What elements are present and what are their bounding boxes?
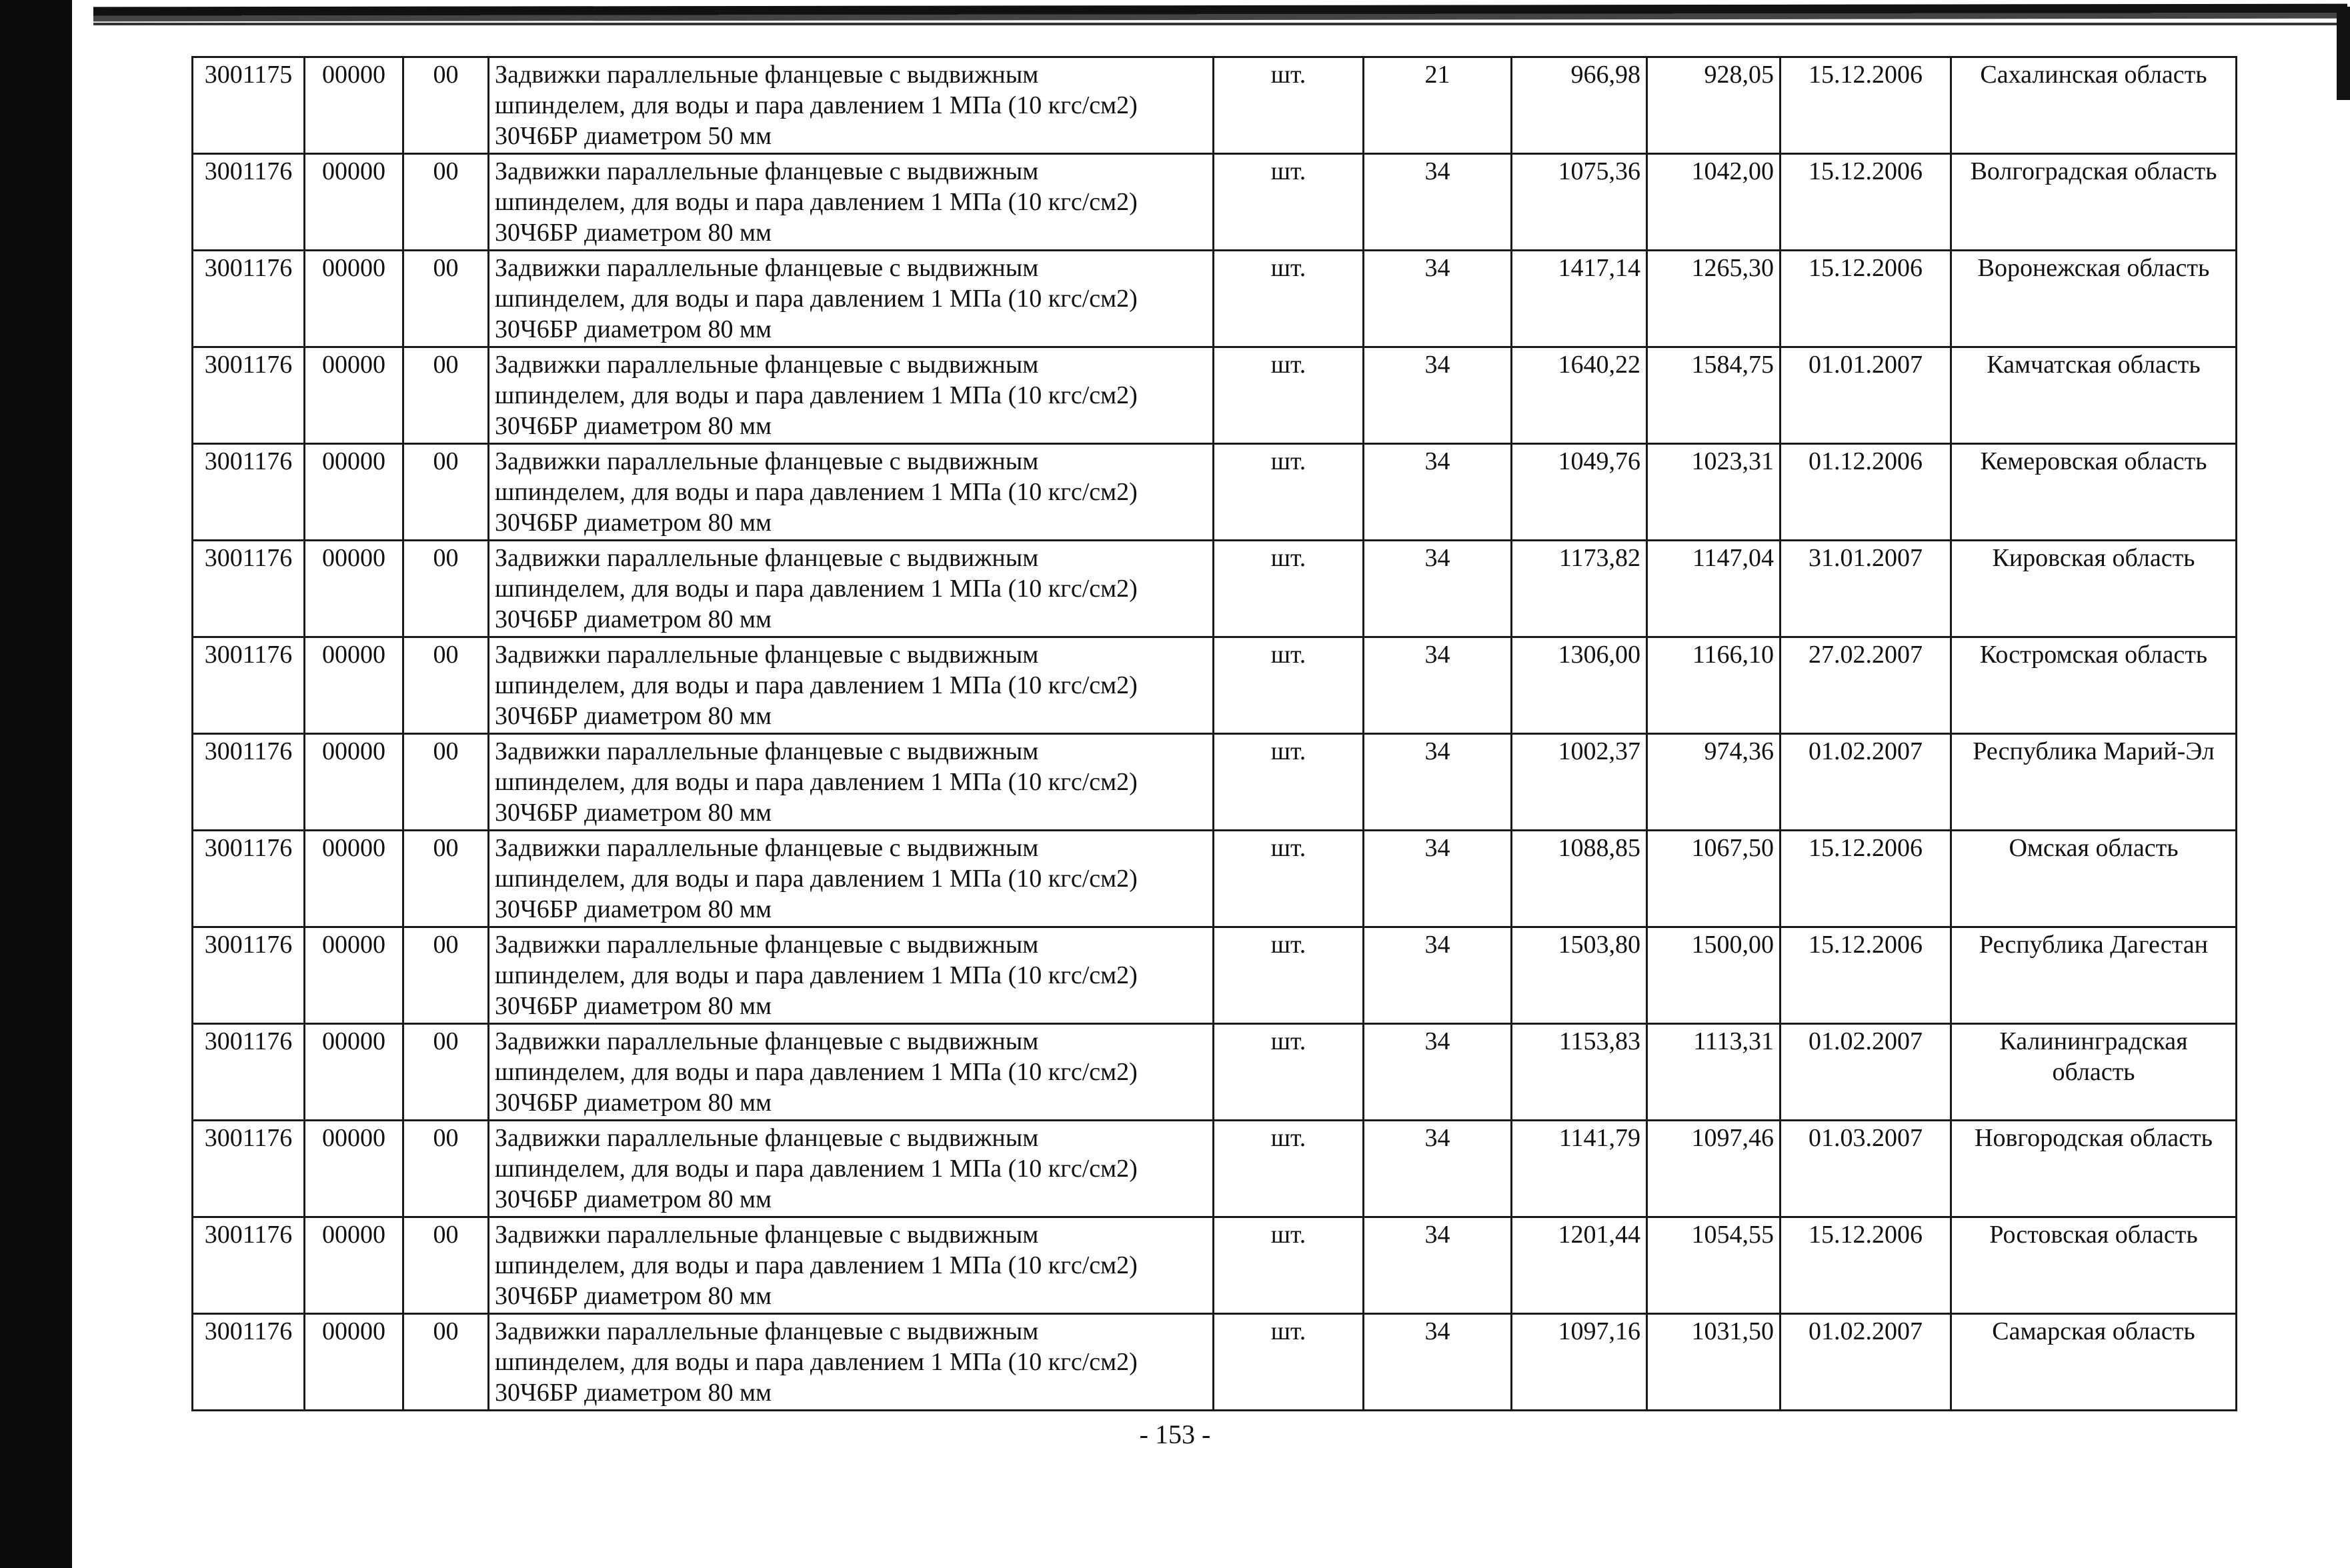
cell-price-2: 1023,31: [1647, 444, 1781, 541]
name-line: Задвижки параллельные фланцевые с выдвижным: [495, 351, 1039, 379]
cell-price-1: 1075,36: [1512, 154, 1647, 251]
name-line: 30Ч6БР диаметром 80 мм: [495, 799, 772, 827]
cell-price-2: 1584,75: [1647, 347, 1781, 444]
name-line: Задвижки параллельные фланцевые с выдвижным: [495, 737, 1039, 765]
cell-date: 15.12.2006: [1781, 251, 1951, 347]
table-row: [193, 831, 2237, 927]
cell-subcode: 00000: [305, 57, 403, 154]
cell-code: 3001176: [193, 1121, 305, 1217]
cell-name: [489, 734, 1214, 831]
cell-code: 3001176: [193, 927, 305, 1024]
cell-region: Ростовская область: [1951, 1217, 2237, 1314]
cell-code: 3001176: [193, 831, 305, 927]
cell-price-1: 1002,37: [1512, 734, 1647, 831]
cell-unit: шт.: [1214, 1314, 1364, 1411]
cell-subcode: 00000: [305, 637, 403, 734]
cell-unit: шт.: [1214, 251, 1364, 347]
name-line: 30Ч6БР диаметром 50 мм: [495, 122, 772, 150]
cell-code: 3001176: [193, 1024, 305, 1121]
cell-subcode: 00000: [305, 251, 403, 347]
cell-quantity: 34: [1364, 1217, 1512, 1314]
cell-code: 3001176: [193, 541, 305, 637]
cell-code: 3001176: [193, 444, 305, 541]
name-line: шпинделем, для воды и пара давлением 1 МПа (10 кгс/см2): [495, 1348, 1138, 1376]
cell-price-2: 974,36: [1647, 734, 1781, 831]
cell-price-1: 1201,44: [1512, 1217, 1647, 1314]
cell-subcode-2: 00: [403, 251, 489, 347]
cell-price-2: 1113,31: [1647, 1024, 1781, 1121]
table-row: [193, 541, 2237, 637]
cell-quantity: 34: [1364, 637, 1512, 734]
cell-unit: шт.: [1214, 154, 1364, 251]
cell-quantity: 34: [1364, 444, 1512, 541]
cell-date: 15.12.2006: [1781, 154, 1951, 251]
cell-subcode-2: 00: [403, 347, 489, 444]
cell-region: Костромская область: [1951, 637, 2237, 734]
name-line: Задвижки параллельные фланцевые с выдвижным: [495, 1317, 1039, 1345]
name-line: Задвижки параллельные фланцевые с выдвижным: [495, 447, 1039, 475]
cell-unit: шт.: [1214, 927, 1364, 1024]
table-row: [193, 1314, 2237, 1411]
cell-quantity: 34: [1364, 1314, 1512, 1411]
cell-unit: шт.: [1214, 347, 1364, 444]
cell-region: Воронежская область: [1951, 251, 2237, 347]
name-line: Задвижки параллельные фланцевые с выдвижным: [495, 254, 1039, 282]
cell-price-2: 1147,04: [1647, 541, 1781, 637]
cell-price-2: 1054,55: [1647, 1217, 1781, 1314]
cell-code: 3001176: [193, 1217, 305, 1314]
cell-quantity: 34: [1364, 251, 1512, 347]
cell-subcode-2: 00: [403, 1217, 489, 1314]
page-number: - 153 -: [1139, 1419, 1211, 1449]
cell-code: 3001175: [193, 57, 305, 154]
scan-edge-right: [2337, 7, 2350, 100]
cell-date: 01.02.2007: [1781, 1024, 1951, 1121]
cell-date: 31.01.2007: [1781, 541, 1951, 637]
cell-region: Сахалинская область: [1951, 57, 2237, 154]
name-line: 30Ч6БР диаметром 80 мм: [495, 605, 772, 633]
cell-price-2: 1067,50: [1647, 831, 1781, 927]
table-row: [193, 1217, 2237, 1314]
cell-subcode-2: 00: [403, 444, 489, 541]
cell-price-1: 1640,22: [1512, 347, 1647, 444]
cell-price-1: 966,98: [1512, 57, 1647, 154]
cell-subcode: 00000: [305, 1024, 403, 1121]
price-table: [191, 56, 2237, 1411]
name-line: шпинделем, для воды и пара давлением 1 МПа (10 кгс/см2): [495, 478, 1138, 506]
cell-region: Омская область: [1951, 831, 2237, 927]
cell-name: [489, 57, 1214, 154]
cell-region: Самарская область: [1951, 1314, 2237, 1411]
name-line: шпинделем, для воды и пара давлением 1 МПа (10 кгс/см2): [495, 1251, 1138, 1279]
cell-price-2: 1097,46: [1647, 1121, 1781, 1217]
cell-subcode: 00000: [305, 541, 403, 637]
cell-code: 3001176: [193, 637, 305, 734]
name-line: Задвижки параллельные фланцевые с выдвижным: [495, 834, 1039, 862]
name-line: шпинделем, для воды и пара давлением 1 МПа (10 кгс/см2): [495, 188, 1138, 216]
cell-subcode-2: 00: [403, 154, 489, 251]
name-line: шпинделем, для воды и пара давлением 1 МПа (10 кгс/см2): [495, 1058, 1138, 1086]
cell-subcode-2: 00: [403, 734, 489, 831]
cell-price-1: 1153,83: [1512, 1024, 1647, 1121]
cell-name: [489, 154, 1214, 251]
name-line: 30Ч6БР диаметром 80 мм: [495, 895, 772, 923]
cell-quantity: 34: [1364, 831, 1512, 927]
scan-edge-top: [93, 4, 2347, 22]
cell-price-1: 1088,85: [1512, 831, 1647, 927]
cell-name: [489, 1024, 1214, 1121]
name-line: 30Ч6БР диаметром 80 мм: [495, 315, 772, 343]
cell-name: [489, 637, 1214, 734]
table-row: [193, 347, 2237, 444]
cell-unit: шт.: [1214, 734, 1364, 831]
name-line: шпинделем, для воды и пара давлением 1 МПа (10 кгс/см2): [495, 865, 1138, 893]
table-body: [193, 57, 2237, 1411]
name-line: Задвижки параллельные фланцевые с выдвижным: [495, 544, 1039, 572]
cell-code: 3001176: [193, 347, 305, 444]
name-line: 30Ч6БР диаметром 80 мм: [495, 702, 772, 730]
cell-price-1: 1049,76: [1512, 444, 1647, 541]
cell-region: Калининградская область: [1951, 1024, 2237, 1121]
scan-edge-top-thin: [93, 23, 2347, 25]
cell-price-1: 1417,14: [1512, 251, 1647, 347]
name-line: шпинделем, для воды и пара давлением 1 МПа (10 кгс/см2): [495, 91, 1138, 119]
cell-name: [489, 541, 1214, 637]
cell-region: Кировская область: [1951, 541, 2237, 637]
name-line: 30Ч6БР диаметром 80 мм: [495, 992, 772, 1020]
cell-name: [489, 1217, 1214, 1314]
cell-subcode: 00000: [305, 347, 403, 444]
cell-subcode-2: 00: [403, 541, 489, 637]
cell-quantity: 34: [1364, 1024, 1512, 1121]
cell-subcode-2: 00: [403, 1024, 489, 1121]
scan-edge-left: [0, 0, 72, 1568]
cell-subcode-2: 00: [403, 57, 489, 154]
cell-price-2: 1166,10: [1647, 637, 1781, 734]
cell-date: 01.02.2007: [1781, 1314, 1951, 1411]
cell-date: 27.02.2007: [1781, 637, 1951, 734]
cell-price-1: 1503,80: [1512, 927, 1647, 1024]
cell-quantity: 34: [1364, 541, 1512, 637]
cell-unit: шт.: [1214, 57, 1364, 154]
cell-unit: шт.: [1214, 1024, 1364, 1121]
cell-price-2: 1500,00: [1647, 927, 1781, 1024]
name-line: 30Ч6БР диаметром 80 мм: [495, 1282, 772, 1310]
cell-subcode-2: 00: [403, 831, 489, 927]
cell-name: [489, 251, 1214, 347]
cell-name: [489, 347, 1214, 444]
cell-code: 3001176: [193, 154, 305, 251]
name-line: Задвижки параллельные фланцевые с выдвижным: [495, 1124, 1039, 1152]
cell-price-1: 1306,00: [1512, 637, 1647, 734]
cell-price-2: 1265,30: [1647, 251, 1781, 347]
table-row: [193, 734, 2237, 831]
name-line: Задвижки параллельные фланцевые с выдвижным: [495, 641, 1039, 669]
cell-subcode-2: 00: [403, 1314, 489, 1411]
cell-name: [489, 1121, 1214, 1217]
cell-subcode-2: 00: [403, 1121, 489, 1217]
name-line: шпинделем, для воды и пара давлением 1 МПа (10 кгс/см2): [495, 381, 1138, 409]
name-line: 30Ч6БР диаметром 80 мм: [495, 1185, 772, 1213]
name-line: 30Ч6БР диаметром 80 мм: [495, 1089, 772, 1117]
cell-subcode: 00000: [305, 444, 403, 541]
cell-region: Республика Марий-Эл: [1951, 734, 2237, 831]
cell-price-1: 1173,82: [1512, 541, 1647, 637]
cell-subcode-2: 00: [403, 637, 489, 734]
table-row: [193, 57, 2237, 154]
cell-code: 3001176: [193, 1314, 305, 1411]
name-line: Задвижки параллельные фланцевые с выдвижным: [495, 157, 1039, 185]
cell-date: 15.12.2006: [1781, 831, 1951, 927]
cell-price-1: 1097,16: [1512, 1314, 1647, 1411]
table-row: [193, 1121, 2237, 1217]
cell-code: 3001176: [193, 734, 305, 831]
name-line: 30Ч6БР диаметром 80 мм: [495, 412, 772, 440]
name-line: Задвижки параллельные фланцевые с выдвижным: [495, 61, 1039, 89]
cell-subcode: 00000: [305, 1121, 403, 1217]
name-line: шпинделем, для воды и пара давлением 1 МПа (10 кгс/см2): [495, 1155, 1138, 1183]
cell-subcode: 00000: [305, 831, 403, 927]
cell-name: [489, 831, 1214, 927]
cell-quantity: 21: [1364, 57, 1512, 154]
cell-subcode: 00000: [305, 154, 403, 251]
table-row: [193, 444, 2237, 541]
cell-region: Республика Дагестан: [1951, 927, 2237, 1024]
cell-date: 15.12.2006: [1781, 57, 1951, 154]
cell-region: Кемеровская область: [1951, 444, 2237, 541]
cell-subcode-2: 00: [403, 927, 489, 1024]
name-line: шпинделем, для воды и пара давлением 1 МПа (10 кгс/см2): [495, 575, 1138, 603]
cell-name: [489, 927, 1214, 1024]
cell-date: 01.01.2007: [1781, 347, 1951, 444]
cell-date: 15.12.2006: [1781, 927, 1951, 1024]
name-line: Задвижки параллельные фланцевые с выдвижным: [495, 931, 1039, 959]
cell-unit: шт.: [1214, 1121, 1364, 1217]
name-line: шпинделем, для воды и пара давлением 1 МПа (10 кгс/см2): [495, 961, 1138, 989]
cell-date: 01.03.2007: [1781, 1121, 1951, 1217]
cell-unit: шт.: [1214, 637, 1364, 734]
name-line: Задвижки параллельные фланцевые с выдвижным: [495, 1221, 1039, 1249]
table-row: [193, 251, 2237, 347]
cell-price-2: 928,05: [1647, 57, 1781, 154]
name-line: 30Ч6БР диаметром 80 мм: [495, 1379, 772, 1407]
cell-code: 3001176: [193, 251, 305, 347]
table-row: [193, 637, 2237, 734]
cell-name: [489, 1314, 1214, 1411]
name-line: Задвижки параллельные фланцевые с выдвижным: [495, 1027, 1039, 1055]
cell-name: [489, 444, 1214, 541]
cell-subcode: 00000: [305, 734, 403, 831]
table-row: [193, 927, 2237, 1024]
cell-region: Волгоградская область: [1951, 154, 2237, 251]
table-row: [193, 1024, 2237, 1121]
cell-date: 01.12.2006: [1781, 444, 1951, 541]
name-line: шпинделем, для воды и пара давлением 1 МПа (10 кгс/см2): [495, 285, 1138, 313]
cell-unit: шт.: [1214, 444, 1364, 541]
cell-quantity: 34: [1364, 1121, 1512, 1217]
cell-quantity: 34: [1364, 927, 1512, 1024]
table-row: [193, 154, 2237, 251]
cell-price-2: 1031,50: [1647, 1314, 1781, 1411]
cell-date: 01.02.2007: [1781, 734, 1951, 831]
cell-quantity: 34: [1364, 734, 1512, 831]
cell-subcode: 00000: [305, 1314, 403, 1411]
name-line: шпинделем, для воды и пара давлением 1 МПа (10 кгс/см2): [495, 768, 1138, 796]
cell-price-2: 1042,00: [1647, 154, 1781, 251]
cell-subcode: 00000: [305, 927, 403, 1024]
cell-region: Новгородская область: [1951, 1121, 2237, 1217]
name-line: 30Ч6БР диаметром 80 мм: [495, 219, 772, 247]
cell-region: Камчатская область: [1951, 347, 2237, 444]
name-line: шпинделем, для воды и пара давлением 1 МПа (10 кгс/см2): [495, 671, 1138, 699]
cell-date: 15.12.2006: [1781, 1217, 1951, 1314]
cell-unit: шт.: [1214, 1217, 1364, 1314]
cell-subcode: 00000: [305, 1217, 403, 1314]
name-line: 30Ч6БР диаметром 80 мм: [495, 509, 772, 537]
cell-quantity: 34: [1364, 154, 1512, 251]
cell-unit: шт.: [1214, 831, 1364, 927]
cell-price-1: 1141,79: [1512, 1121, 1647, 1217]
cell-unit: шт.: [1214, 541, 1364, 637]
cell-quantity: 34: [1364, 347, 1512, 444]
